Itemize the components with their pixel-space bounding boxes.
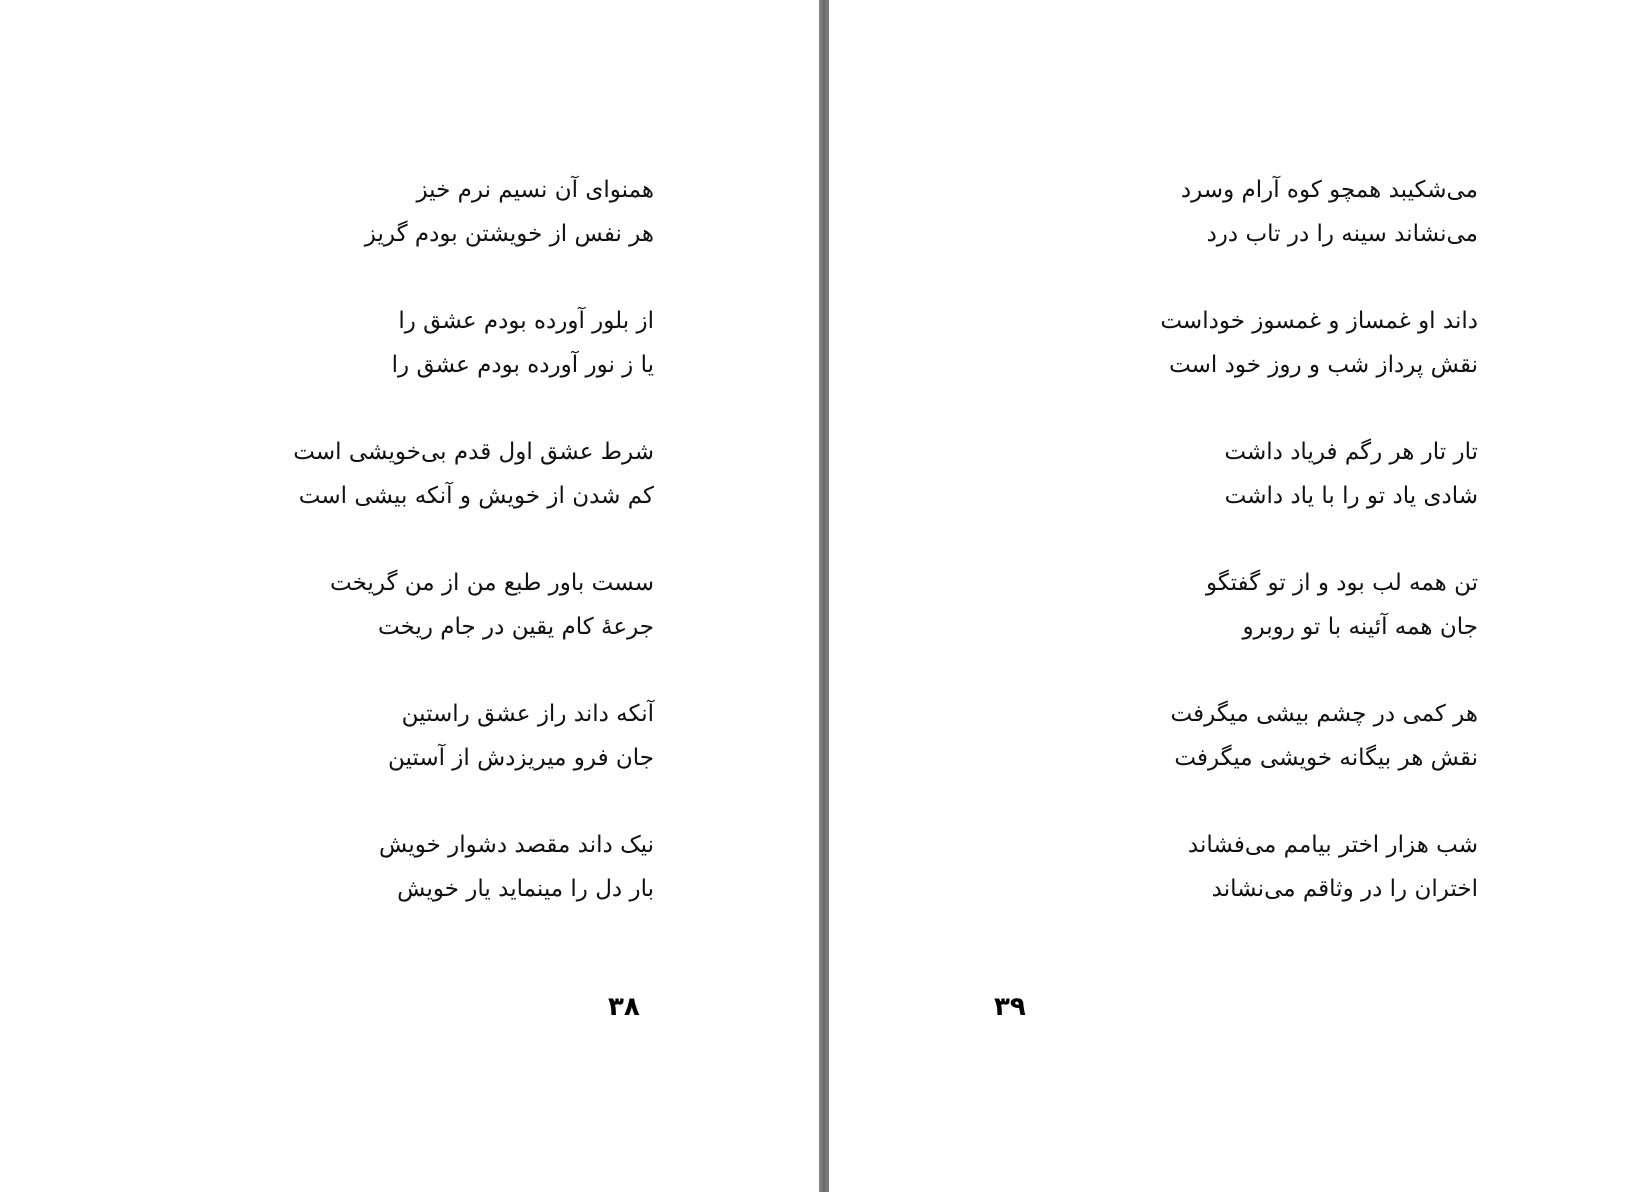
verse-line: جان فرو میریزدش از آستین xyxy=(387,745,654,771)
verse-line: می‌نشاند سینه را در تاب درد xyxy=(1206,221,1478,247)
stanza xyxy=(334,299,654,430)
verse-line: جرعهٔ کام یقین در جام ریخت xyxy=(378,614,654,640)
verse-line: جان همه آئینه با تو روبرو xyxy=(1242,614,1478,640)
stanza xyxy=(1158,299,1478,430)
verse-line: آنکه داند راز عشق راستین xyxy=(401,701,654,727)
book-gutter xyxy=(819,0,829,1192)
stanza xyxy=(334,823,654,954)
stanza xyxy=(1158,430,1478,561)
verse-line: بار دل را مینماید یار خویش xyxy=(397,876,654,902)
verse-line: داند او غمساز و غمسوز خوداست xyxy=(1160,308,1478,334)
verse-line: تن همه لب بود و از تو گفتگو xyxy=(1206,570,1478,596)
verse-line: شرط عشق اول قدم بی‌خویشی است xyxy=(293,439,654,465)
stanza xyxy=(1158,823,1478,954)
stanza xyxy=(1158,561,1478,692)
verse-line: می‌شکیبد همچو کوه آرام وسرد xyxy=(1180,177,1478,203)
stanza xyxy=(334,692,654,823)
verse-line: هر کمی در چشم بیشی میگرفت xyxy=(1170,701,1478,727)
verse-line: هر نفس از خویشتن بودم گریز xyxy=(364,221,654,247)
verse-line: تار تار هر رگم فریاد داشت xyxy=(1224,439,1478,465)
stanza xyxy=(334,168,654,299)
verse-line: کم شدن از خویش و آنکه بیشی است xyxy=(298,483,654,509)
verse-line: سست باور طبع من از من گریخت xyxy=(330,570,654,596)
stanza xyxy=(1158,692,1478,823)
verse-line: همنوای آن نسیم نرم خیز xyxy=(416,177,654,203)
left-poem xyxy=(293,168,654,954)
verse-line: نقش هر بیگانه خویشی میگرفت xyxy=(1174,745,1478,771)
stanza xyxy=(1158,168,1478,299)
stanza xyxy=(330,561,654,692)
verse-line: نیک داند مقصد دشوار خویش xyxy=(379,832,654,858)
verse-line: از بلور آورده بودم عشق را xyxy=(398,308,654,334)
verse-line: اختران را در وثاقم می‌نشاند xyxy=(1211,876,1478,902)
verse-line: یا ز نور آورده بودم عشق را xyxy=(391,352,654,378)
verse-line: شادی یاد تو را با یاد داشت xyxy=(1224,483,1478,509)
stanza xyxy=(293,430,654,561)
page-number: ۳۹ xyxy=(994,992,1026,1022)
verse-line: نقش پرداز شب و روز خود است xyxy=(1169,352,1478,378)
left-page xyxy=(0,0,819,1192)
right-poem xyxy=(1158,168,1478,954)
verse-line: شب هزار اختر بیامم می‌فشاند xyxy=(1187,832,1478,858)
right-page xyxy=(829,0,1644,1192)
page-number: ۳۸ xyxy=(608,992,640,1022)
